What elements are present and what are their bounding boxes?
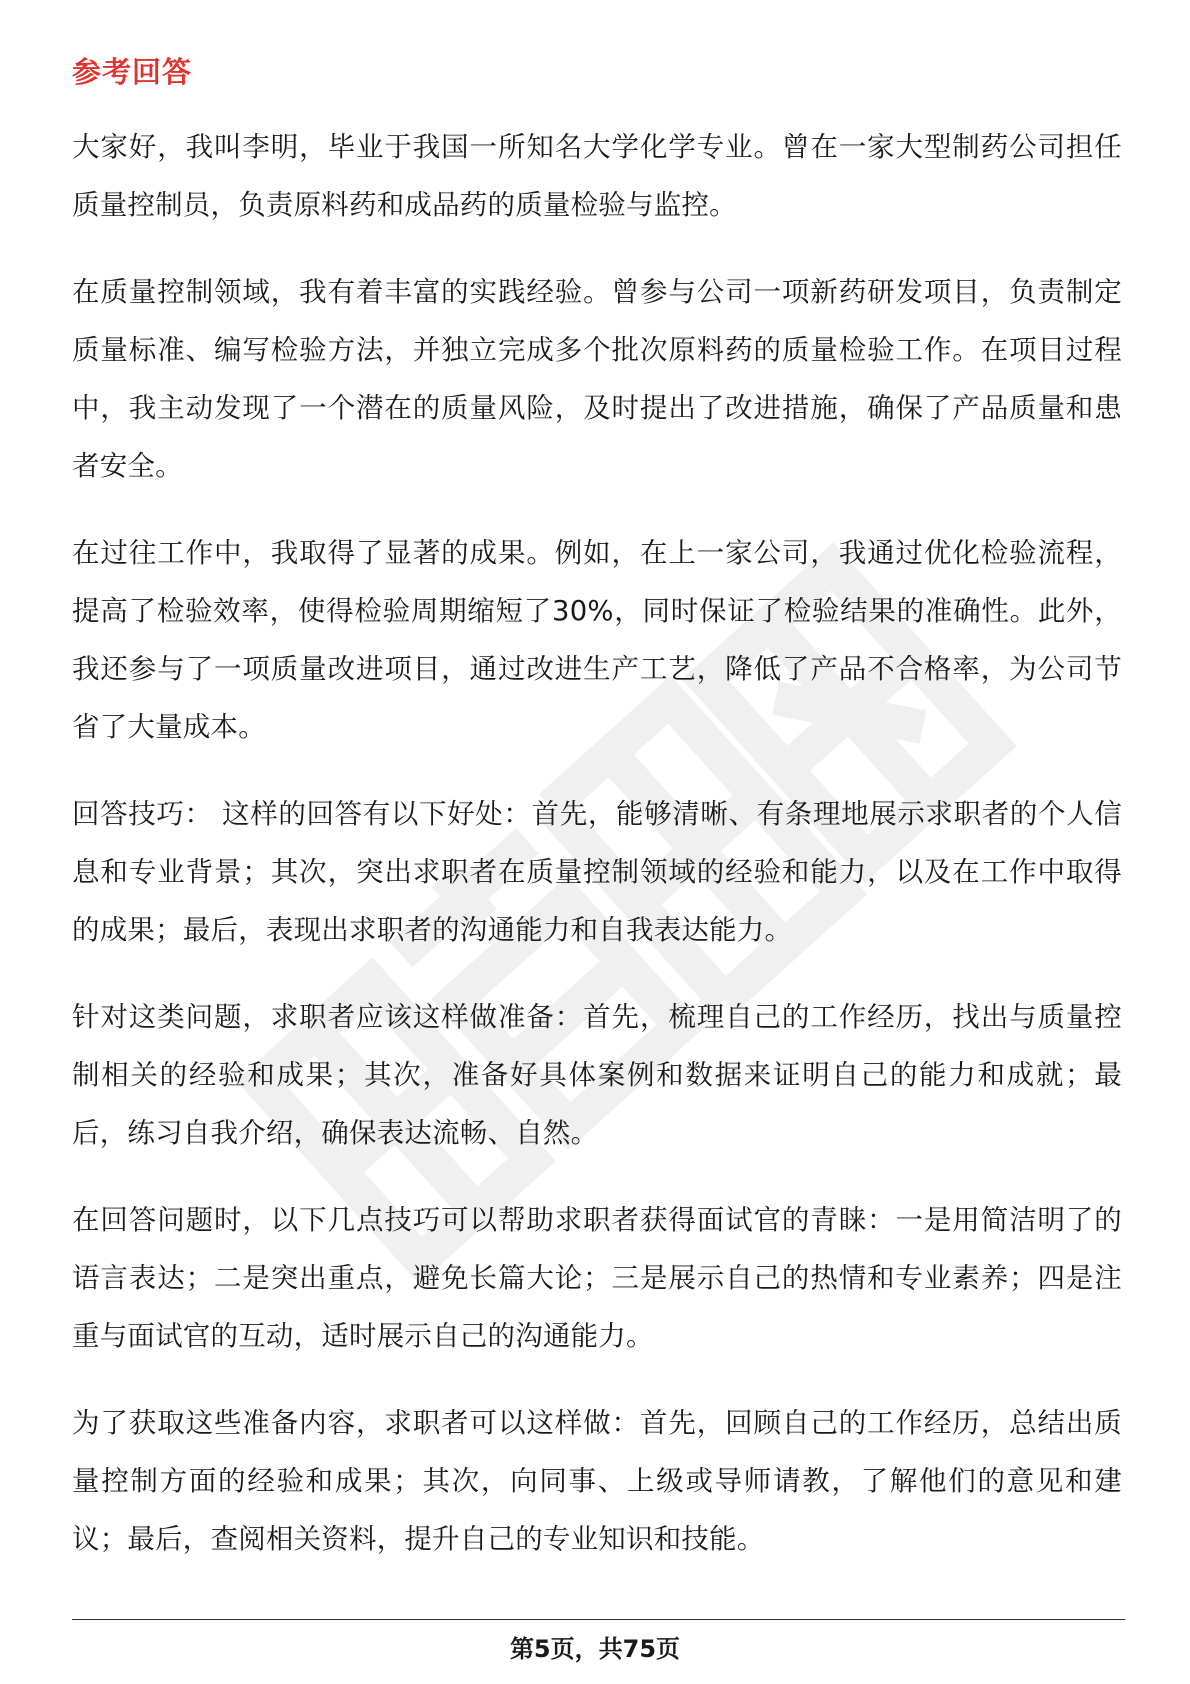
paragraph-experience: 在质量控制领域，我有着丰富的实践经验。曾参与公司一项新药研发项目，负责制定质量标准、编写检验方法，并独立完成多个批次原料药的质量检验工作。在项目过程中，我主动发现了一个潜在的质量风险，及时提出了改进措施，确保了产品质量和患者安全。: [72, 276, 1122, 482]
page-number: 第5页，共75页: [509, 1635, 681, 1663]
section-heading: 参考回答: [72, 55, 193, 89]
paragraph-achievements: 在过往工作中，我取得了显著的成果。例如，在上一家公司，我通过优化检验流程，提高了检验效率，使得检验周期缩短了30%，同时保证了检验结果的准确性。此外，我还参与了一项质量改进项目，通过改进生产工艺，降低了产品不合格率，为公司节省了大量成本。: [72, 537, 1122, 743]
paragraph-obtaining-content: 为了获取这些准备内容，求职者可以这样做：首先，回顾自己的工作经历，总结出质量控制方面的经验和成果；其次，向同事、上级或导师请教，了解他们的意见和建议；最后，查阅相关资料，提升自己的专业知识和技能。: [72, 1407, 1122, 1555]
paragraph-answer-tips: 回答技巧： 这样的回答有以下好处：首先，能够清晰、有条理地展示求职者的个人信息和专业背景；其次，突出求职者在质量控制领域的经验和能力，以及在工作中取得的成果；最后，表现出求职者的沟通能力和自我表达能力。: [72, 798, 1122, 946]
answer-body: [72, 118, 1122, 1597]
paragraph-interview-techniques: 在回答问题时，以下几点技巧可以帮助求职者获得面试官的青睐：一是用简洁明了的语言表达；二是突出重点，避免长篇大论；三是展示自己的热情和专业素养；四是注重与面试官的互动，适时展示自己的沟通能力。: [72, 1204, 1122, 1352]
footer-divider: [72, 1619, 1125, 1620]
paragraph-introduction: 大家好，我叫李明，毕业于我国一所知名大学化学专业。曾在一家大型制药公司担任质量控制员，负责原料药和成品药的质量检验与监控。: [72, 131, 1122, 221]
paragraph-preparation: 针对这类问题，求职者应该这样做准备：首先，梳理自己的工作经历，找出与质量控制相关的经验和成果；其次，准备好具体案例和数据来证明自己的能力和成就；最后，练习自我介绍，确保表达流畅、自然。: [72, 1001, 1122, 1149]
